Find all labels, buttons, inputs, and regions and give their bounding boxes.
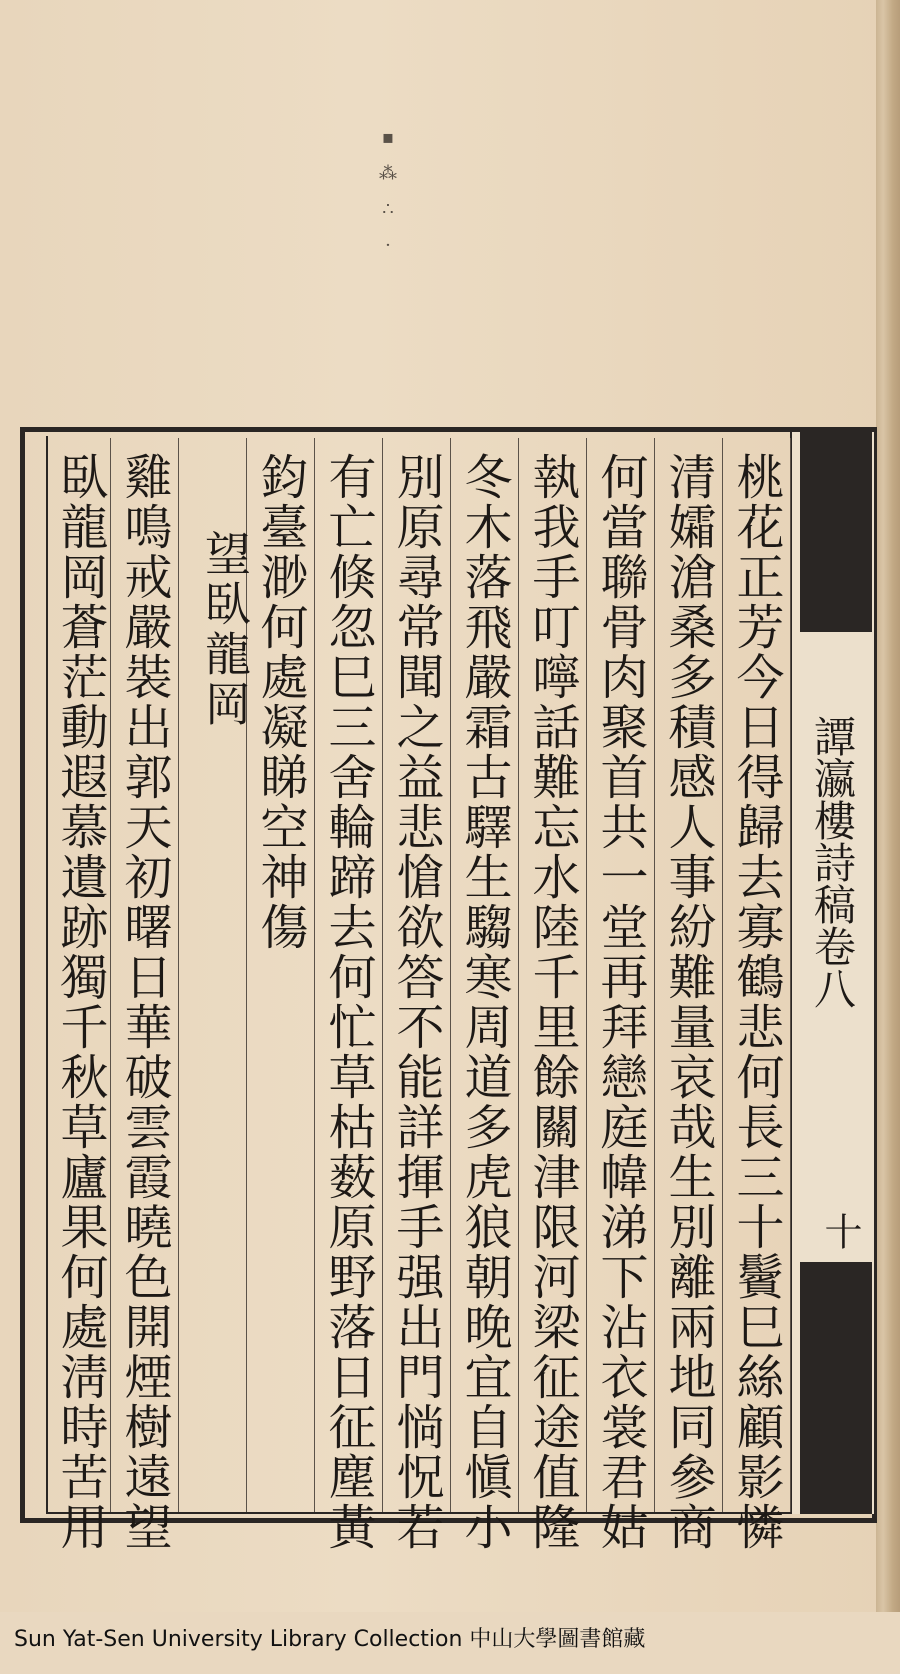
column-rule [382,438,383,1512]
library-watermark: Sun Yat-Sen University Library Collection 中山大學圖書館藏 [14,1627,646,1652]
banxin-title: 譚瀛樓詩稿卷八 [808,715,857,1009]
column-rule [790,438,791,1512]
column-rule [450,438,451,1512]
column-rule [110,438,111,1512]
page-edge [876,0,900,1674]
text-column-10: 臥龍岡蒼茫動遐慕遺跡獨千秋草廬果何處淸時苦用 [52,452,108,1552]
column-rule [654,438,655,1512]
column-rule [722,438,723,1512]
column-rule [518,438,519,1512]
text-column-8: 鈞臺渺何處凝睇空神傷 [252,452,308,952]
text-column-3: 何當聯骨肉聚首共一堂再拜戀庭幃涕下沾衣裳君姑 [592,452,648,1552]
text-column-1: 桃花正芳今日得歸去寡鶴悲何長三十鬢巳絲顧影憐 [728,452,784,1552]
banxin-page-number: 十 [818,1212,862,1250]
poem-title: 望臥龍岡 [198,530,252,730]
column-rule [314,438,315,1512]
text-column-5: 冬木落飛嚴霜古驛生騶寒周道多虎狼朝晚宜自愼小 [456,452,512,1552]
text-column-9: 雞鳴戒嚴裝出郭天初曙日華破雲霞曉色開煙樹遠望 [116,452,172,1552]
text-column-2: 清孀滄桑多積感人事紛難量哀哉生別離兩地同參商 [660,452,716,1552]
text-column-4: 執我手叮嚀話難忘水陸千里餘關津限河梁征途值隆 [524,452,580,1552]
ink-bleed-marks: ▪ ⁂ ∴ · [379,127,401,256]
banxin-fish-tail-top [800,432,872,632]
text-column-7: 有亡倏忽巳三舍輪蹄去何忙草枯薮原野落日征塵黃 [320,452,376,1552]
text-column-6: 別原尋常聞之益悲愴欲答不能詳揮手强出門惝怳若 [388,452,444,1552]
banxin-fish-tail-bottom [800,1262,872,1514]
column-rule [178,438,179,1512]
column-rule [586,438,587,1512]
